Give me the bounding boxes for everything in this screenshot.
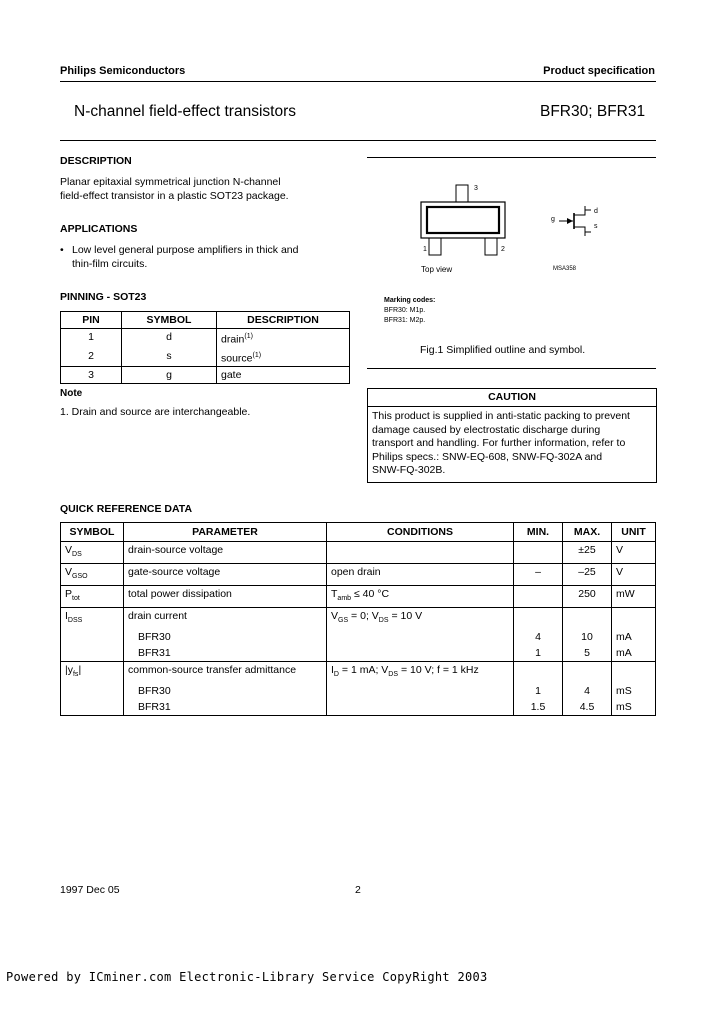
qrd-conditions — [327, 683, 514, 699]
qrd-row — [61, 564, 656, 586]
qrd-max: 5 — [563, 645, 612, 662]
pinning-col-pin: PIN — [61, 312, 122, 329]
marking-line: BFR31: M2p. — [384, 317, 426, 324]
qrd-parameter: gate-source voltage — [124, 564, 327, 586]
pin-description — [217, 367, 350, 384]
figure-caption: Fig.1 Simplified outline and symbol. — [420, 344, 586, 356]
header-rule — [60, 81, 656, 82]
figure-label-pin1: 1 — [423, 246, 427, 253]
pinning-row — [61, 367, 350, 384]
footer-page-number: 2 — [355, 884, 361, 896]
note-item: 1. Drain and source are interchangeable. — [60, 406, 251, 418]
pin-number: 3 — [61, 367, 122, 384]
figure-label-g: g — [551, 216, 555, 223]
qrd-min: 1 — [514, 645, 563, 662]
pin-description — [217, 348, 350, 367]
qrd-parameter: BFR30 — [124, 683, 327, 699]
applications-heading: APPLICATIONS — [60, 223, 138, 235]
qrd-col-unit: UNIT — [612, 523, 656, 542]
pin-number: 2 — [88, 349, 94, 362]
qrd-symbol — [61, 683, 124, 699]
description-heading: DESCRIPTION — [60, 155, 132, 167]
description-line: field-effect transistor in a plastic SOT23 package. — [60, 190, 289, 202]
jfet-source-lead — [574, 227, 591, 232]
qrd-col-symbol: SYMBOL — [61, 523, 124, 542]
pin-note-ref: (1) — [252, 351, 262, 359]
qrd-row — [61, 683, 656, 699]
applications-line: thin-film circuits. — [72, 258, 148, 270]
qrd-unit — [612, 662, 656, 684]
pin-number: 1 — [88, 331, 94, 343]
caution-line: Philips specs.: SNW-EQ-608, SNW-FQ-302A and — [372, 450, 603, 463]
qrd-heading: QUICK REFERENCE DATA — [60, 503, 193, 515]
qrd-max: 10 — [563, 629, 612, 645]
pinning-heading: PINNING - SOT23 — [60, 291, 147, 303]
sot23-pin2-lead — [485, 238, 497, 255]
pin-note-ref: (1) — [244, 333, 253, 340]
qrd-min: 4 — [514, 629, 563, 645]
qrd-symbol: $P_{tot}$ — [61, 586, 124, 608]
caution-line: damage caused by electrostatic discharge during — [372, 423, 601, 436]
pinning-row — [61, 348, 350, 367]
figure-label-s: s — [594, 223, 598, 230]
jfet-gate-arrow — [567, 218, 573, 224]
qrd-unit: mS — [612, 683, 656, 699]
pin-description-text: source — [221, 352, 253, 364]
pinning-row — [61, 329, 350, 348]
sot23-pin3-lead — [456, 185, 468, 202]
jfet-drain-lead — [574, 210, 591, 215]
qrd-min — [514, 542, 563, 564]
applications-text — [72, 243, 298, 271]
qrd-conditions: $V_{GS} = 0$; $V_{DS} = 10$ V — [327, 608, 514, 630]
qrd-symbol: $V_{DS}$ — [61, 542, 124, 564]
caution-line: SNW-FQ-302B. — [372, 464, 446, 476]
figure-top-rule — [367, 157, 656, 158]
qrd-unit: mA — [612, 629, 656, 645]
qrd-parameter: drain current — [124, 608, 327, 630]
caution-line: This product is supplied in anti-static packing to prevent — [372, 410, 630, 422]
company-name: Philips Semiconductors — [60, 65, 186, 77]
qrd-parameter: total power dissipation — [124, 586, 327, 608]
qrd-max: –25 — [563, 564, 612, 586]
qrd-max — [563, 608, 612, 630]
figure-label-pin3: 3 — [474, 185, 478, 192]
caution-heading: CAUTION — [368, 389, 656, 407]
qrd-row — [61, 586, 656, 608]
qrd-row — [61, 699, 656, 716]
qrd-row — [61, 629, 656, 645]
marking-heading: Marking codes: — [384, 297, 436, 304]
figure-code: MSA358 — [553, 266, 577, 272]
qrd-col-max: MAX. — [563, 523, 612, 542]
qrd-symbol — [61, 629, 124, 645]
qrd-symbol — [61, 645, 124, 662]
qrd-min — [514, 608, 563, 630]
qrd-unit: mA — [612, 645, 656, 662]
qrd-min — [514, 586, 563, 608]
marking-line: BFR30: M1p. — [384, 307, 426, 314]
applications-line: Low level general purpose amplifiers in thick and — [72, 244, 299, 256]
qrd-min: 1 — [514, 683, 563, 699]
caution-box — [367, 388, 657, 483]
sot23-pin1-lead — [429, 238, 441, 255]
qrd-min: 1.5 — [514, 699, 563, 716]
qrd-max: 250 — [563, 586, 612, 608]
qrd-symbol: $V_{GSO}$ — [61, 564, 124, 586]
qrd-max: 4 — [563, 683, 612, 699]
pin-symbol: s — [122, 348, 217, 367]
qrd-parameter: drain-source voltage — [124, 542, 327, 564]
document-type: Product specification — [543, 65, 655, 77]
qrd-row — [61, 542, 656, 564]
qrd-row — [61, 608, 656, 630]
pin-description-text: drain — [221, 333, 245, 346]
qrd-parameter: BFR31 — [124, 699, 327, 716]
qrd-col-conditions: CONDITIONS — [327, 523, 514, 542]
qrd-conditions — [327, 645, 514, 662]
qrd-col-min: MIN. — [514, 523, 563, 542]
qrd-conditions: open drain — [327, 564, 514, 586]
document-title: N-channel field-effect transistors — [74, 103, 296, 120]
qrd-unit — [612, 608, 656, 630]
qrd-min: – — [514, 564, 563, 586]
caution-line: transport and handling. For further information, refer to — [372, 437, 626, 449]
qrd-max — [563, 662, 612, 684]
qrd-parameter: common-source transfer admittance — [124, 662, 327, 684]
qrd-table — [60, 522, 656, 716]
qrd-unit: mS — [612, 699, 656, 716]
pin-symbol: g — [122, 367, 217, 384]
applications-bullet: • — [60, 244, 64, 256]
title-rule — [60, 140, 656, 141]
sot23-figure — [367, 160, 657, 370]
footer-powered-by: Powered by ICminer.com Electronic-Library Service CopyRight 2003 — [6, 970, 488, 984]
qrd-conditions: $T_{amb} \le 40$ °C — [327, 586, 514, 608]
note-heading: Note — [60, 388, 83, 399]
pinning-col-symbol: SYMBOL — [122, 312, 217, 329]
qrd-max: 4.5 — [563, 699, 612, 716]
sot23-package-inner — [427, 207, 499, 233]
qrd-symbol: $|y_{fs}|$ — [61, 662, 124, 684]
qrd-conditions: $I_D = 1$ mA; $V_{DS} = 10$ V; f = 1 kHz — [327, 662, 514, 684]
qrd-col-parameter: PARAMETER — [124, 523, 327, 542]
qrd-parameter: BFR31 — [124, 645, 327, 662]
qrd-symbol: $I_{DSS}$ — [61, 608, 124, 630]
qrd-symbol — [61, 699, 124, 716]
pin-symbol: d — [122, 329, 217, 348]
qrd-max: ±25 — [563, 542, 612, 564]
qrd-unit: V — [612, 542, 656, 564]
qrd-conditions — [327, 629, 514, 645]
figure-top-view: Top view — [421, 265, 453, 274]
qrd-row — [61, 645, 656, 662]
qrd-row — [61, 662, 656, 684]
pin-description — [217, 329, 350, 348]
part-numbers: BFR30; BFR31 — [540, 103, 646, 120]
qrd-min — [514, 662, 563, 684]
footer-date: 1997 Dec 05 — [60, 884, 120, 896]
pinning-col-description: DESCRIPTION — [217, 312, 350, 329]
caution-body — [368, 407, 656, 482]
pinning-table — [60, 311, 350, 384]
pin-description-text: gate — [221, 369, 242, 381]
qrd-unit: V — [612, 564, 656, 586]
description-line: Planar epitaxial symmetrical junction N-channel — [60, 176, 281, 188]
qrd-unit: mW — [612, 586, 656, 608]
figure-label-d: d — [594, 208, 598, 215]
qrd-conditions — [327, 699, 514, 716]
figure-label-pin2: 2 — [501, 246, 505, 253]
figure-bottom-rule — [367, 368, 656, 369]
qrd-parameter: BFR30 — [124, 629, 327, 645]
qrd-conditions — [327, 542, 514, 564]
description-text — [60, 175, 289, 203]
